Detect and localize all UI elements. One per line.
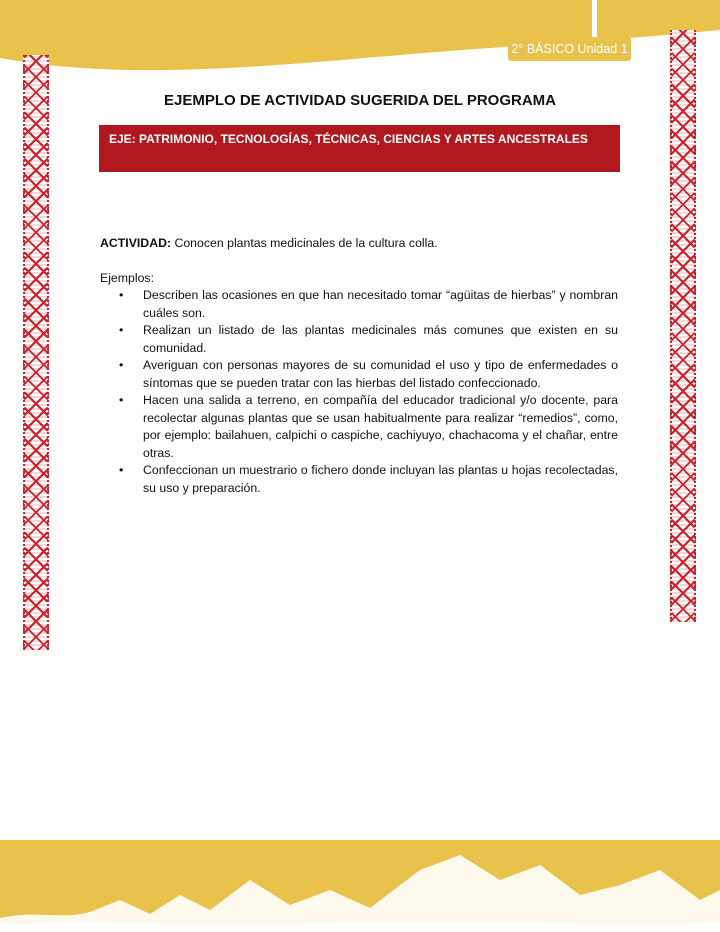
activity-text: Conocen plantas medicinales de la cultura colla.	[171, 236, 438, 250]
eje-banner: EJE: PATRIMONIO, TECNOLOGÍAS, TÉCNICAS, CIENCIAS Y ARTES ANCESTRALES	[99, 125, 620, 172]
list-item-text: Confeccionan un muestrario o fichero donde incluyan las plantas u hojas recolectadas, su uso y preparación.	[143, 463, 618, 495]
grade-unit-badge: 2° BÁSICO Unidad 1	[508, 37, 631, 61]
list-item-text: Averiguan con personas mayores de su comunidad el uso y tipo de enfermedades o síntomas que se pueden tratar con las hierbas del listado confeccionado.	[143, 358, 618, 390]
list-item	[100, 322, 618, 357]
bullet: •	[119, 393, 124, 407]
list-item-text: Describen las ocasiones en que han necesitado tomar “agüitas de hierbas” y nombran cuáles son.	[143, 288, 618, 320]
bullet: •	[119, 358, 124, 372]
list-item-text: Hacen una salida a terreno, en compañía del educador tradicional y/o docente, para recolectar algunas plantas que se usan habitualmente para realizar “remedios”, como, por ejemplo: bailahuen, calpichi o caspiche, cachiyuyo, chachacoma y el chañar, entre otras.	[143, 393, 618, 460]
examples-label: Ejemplos:	[100, 270, 154, 285]
page-title: EJEMPLO DE ACTIVIDAD SUGERIDA DEL PROGRAMA	[164, 92, 556, 109]
right-decorative-border	[670, 30, 696, 622]
list-item	[100, 462, 618, 497]
bullet: •	[119, 463, 124, 477]
list-item	[100, 357, 618, 392]
list-item-text: Realizan un listado de las plantas medicinales más comunes que existen en su comunidad.	[143, 323, 618, 355]
activity-body	[100, 235, 618, 497]
activity-label: ACTIVIDAD:	[100, 236, 172, 250]
list-item	[100, 287, 618, 322]
bullet: •	[119, 323, 124, 337]
bullet: •	[119, 288, 124, 302]
examples-list	[100, 287, 618, 497]
list-item	[100, 392, 618, 462]
footer-landscape-illustration	[0, 840, 720, 932]
activity-line	[100, 235, 618, 253]
left-decorative-border	[23, 55, 49, 650]
